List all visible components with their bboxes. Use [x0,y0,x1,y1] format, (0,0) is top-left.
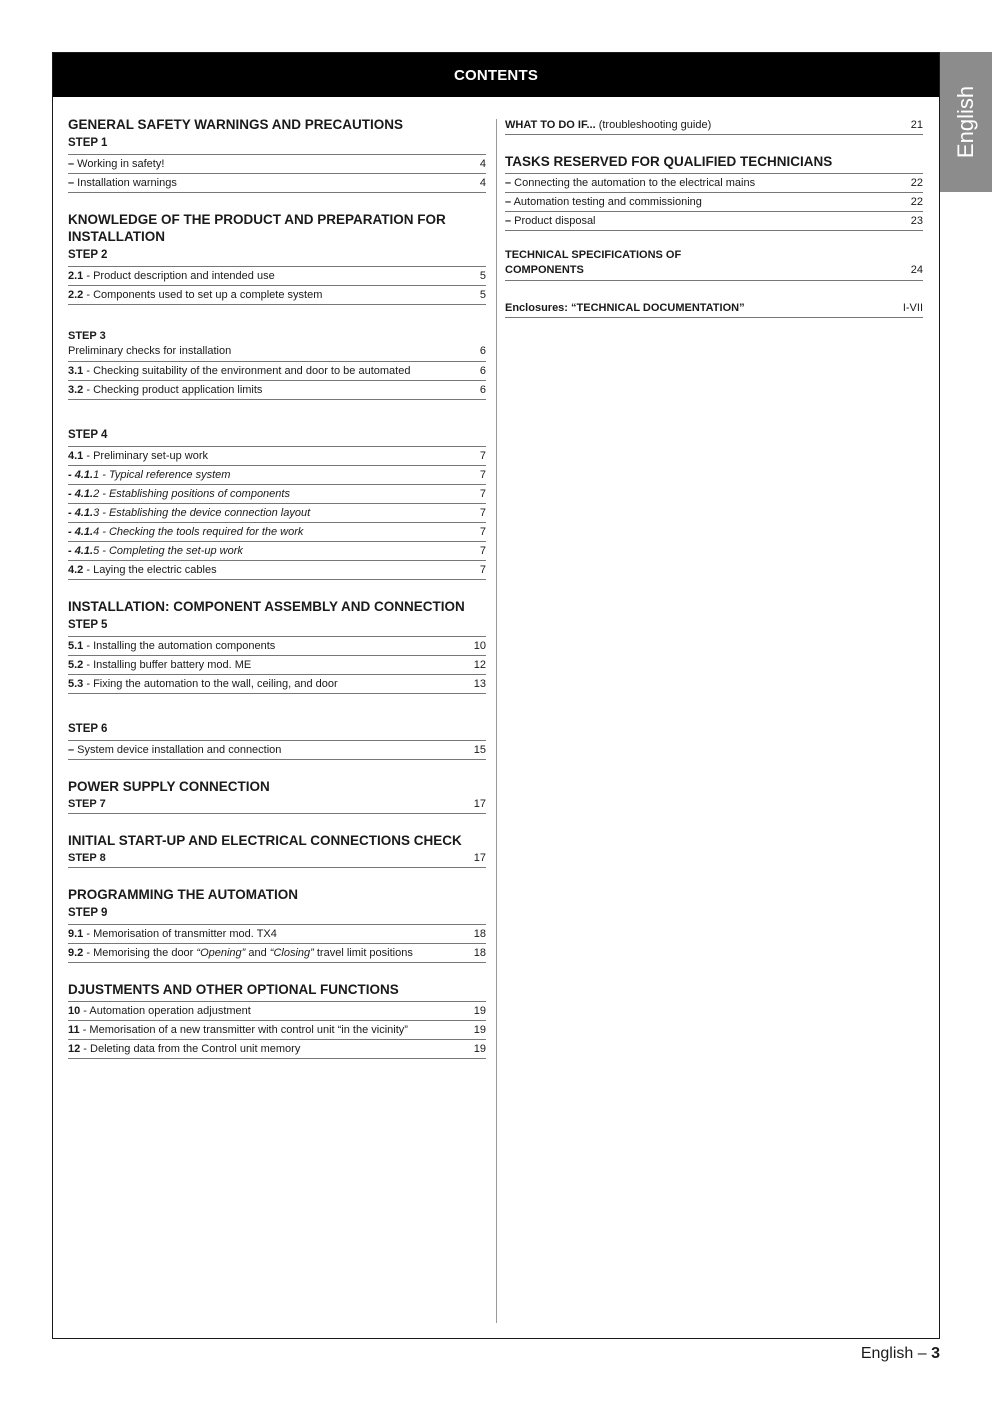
section-title: KNOWLEDGE OF THE PRODUCT AND PREPARATION FOR INSTALLATION [68,212,446,244]
entry-page: 7 [479,526,486,538]
entry-number: – [505,196,512,208]
toc-entry[interactable] [68,155,486,174]
section-title: PROGRAMMING THE AUTOMATION [68,887,298,902]
section-step3 [68,330,486,400]
section-adjustments [68,981,486,1059]
entry-label: Product disposal [511,215,596,227]
entry-page: 7 [479,488,486,500]
section-qualified-tasks [505,153,923,231]
section-power-supply [68,778,486,814]
step-label: STEP 6 [68,723,486,741]
entry-number: - 4.1. [68,507,94,519]
entry-number: - 4.1. [68,488,94,500]
entry-label: Automation testing and commissioning [511,196,702,208]
page-footer [861,1345,940,1363]
contents-left-column [68,116,486,1059]
entry-label: - Automation operation adjustment [80,1005,251,1017]
section-title: INSTALLATION: COMPONENT ASSEMBLY AND CONNECTION [68,599,465,614]
entry-label: - Installing buffer battery mod. ME [83,659,252,671]
toc-entry[interactable] [68,1040,486,1059]
entry-label-emphasis: “Closing” [269,947,314,959]
entry-label: - Product description and intended use [83,270,275,282]
entry-page: 24 [910,264,923,276]
entry-label: COMPONENTS [505,264,584,276]
entry-number: 2.2 [68,289,84,301]
toc-entry[interactable] [68,523,486,542]
toc-entry[interactable] [68,675,486,694]
entry-title: WHAT TO DO IF... [505,119,596,131]
section-title: GENERAL SAFETY WARNINGS AND PRECAUTIONS [68,117,404,132]
entry-page: 7 [479,469,486,481]
step-label: STEP 3 [68,330,106,342]
entry-number: – [68,158,75,170]
section-title: DJUSTMENTS AND OTHER OPTIONAL FUNCTIONS [68,981,486,1002]
entry-page: 19 [473,1043,486,1055]
step-label: STEP 4 [68,429,486,447]
entry-page: 6 [479,384,486,396]
entry-page: 13 [473,678,486,690]
entry-label: Working in safety! [74,158,165,170]
section-technical-specs [505,249,923,281]
entry-page: I-VII [902,302,923,314]
entry-page: 19 [473,1005,486,1017]
entry-page: 7 [479,507,486,519]
footer-language: English – [860,1345,927,1362]
toc-entry[interactable] [68,637,486,656]
entry-label: - Preliminary set-up work [83,450,208,462]
entry-number: – [505,177,512,189]
entry-label: - Checking product application limits [83,384,263,396]
entry-label: travel limit positions [313,947,413,959]
entry-label: (troubleshooting guide) [595,119,712,131]
toc-entry[interactable] [68,447,486,466]
entry-label-emphasis: “Opening” [196,947,246,959]
toc-entry[interactable] [68,504,486,523]
entry-page: 10 [473,640,486,652]
section-title: TECHNICAL SPECIFICATIONS OF [505,249,682,261]
entry-label: - Fixing the automation to the wall, ceiling, and door [83,678,338,690]
entry-label: - Memorisation of a new transmitter with control unit “in the vicinity” [79,1024,408,1036]
step-label: STEP 2 [68,249,486,267]
entry-number: 4.2 [68,564,84,576]
entry-label: Enclosures: “TECHNICAL DOCUMENTATION” [505,302,745,314]
toc-entry[interactable] [68,343,486,362]
toc-entry-enclosures[interactable] [505,299,923,318]
entry-number: 3.1 [68,365,84,377]
entry-page: 21 [910,119,923,131]
toc-entry[interactable] [68,561,486,580]
entry-page: 18 [473,947,486,959]
entry-page: 17 [473,798,486,810]
section-startup [68,832,486,868]
language-tab-label: English [953,85,978,159]
step-label: STEP 1 [68,137,486,155]
step-label: STEP 5 [68,619,486,637]
toc-entry[interactable] [68,362,486,381]
entry-label: 5 - Completing the set-up work [93,545,243,557]
entry-label: - Memorising the door [83,947,197,959]
language-tab[interactable] [940,52,992,192]
entry-page: 22 [910,177,923,189]
section-step6 [68,723,486,760]
entry-number: 5.3 [68,678,84,690]
entry-page: 22 [910,196,923,208]
section-title: POWER SUPPLY CONNECTION [68,779,270,794]
step-label: STEP 7 [68,798,106,810]
entry-label: - Checking suitability of the environment and door to be automated [83,365,411,377]
entry-label: - Memorisation of transmitter mod. TX4 [83,928,277,940]
entry-page: 23 [910,215,923,227]
toc-entry-troubleshooting[interactable] [505,116,923,135]
toc-entry[interactable] [68,267,486,286]
toc-entry[interactable] [68,381,486,400]
entry-number: – [505,215,512,227]
toc-entry[interactable] [68,925,486,944]
toc-entry[interactable] [505,174,923,193]
entry-number: 10 [68,1005,81,1017]
entry-number: - 4.1. [68,469,94,481]
entry-label: and [245,947,270,959]
entry-page: 18 [473,928,486,940]
entry-label: 2 - Establishing positions of components [93,488,290,500]
toc-entry[interactable] [68,849,486,868]
section-step4 [68,429,486,580]
toc-entry[interactable] [68,741,486,760]
toc-entry[interactable] [505,193,923,212]
entry-number: 2.1 [68,270,84,282]
entry-label: - Components used to set up a complete system [83,289,323,301]
section-title: INITIAL START-UP AND ELECTRICAL CONNECTIONS CHECK [68,833,462,848]
entry-label: - Installing the automation components [83,640,276,652]
entry-label: 3 - Establishing the device connection layout [93,507,311,519]
step-label: STEP 8 [68,852,106,864]
step-label: STEP 9 [68,907,486,925]
toc-entry[interactable] [505,262,923,281]
entry-number: 5.2 [68,659,84,671]
entry-page: 17 [473,852,486,864]
entry-page: 5 [479,270,486,282]
page-number: 3 [931,1345,940,1362]
toc-entry[interactable] [68,174,486,193]
entry-number: 9.2 [68,947,84,959]
entry-number: – [68,177,75,189]
entry-number: 9.1 [68,928,84,940]
entry-label: Preliminary checks for installation [68,345,232,357]
entry-number: 5.1 [68,640,84,652]
entry-page: 15 [473,744,486,756]
section-safety [68,116,486,193]
entry-label: Installation warnings [74,177,177,189]
entry-label: Connecting the automation to the electrical mains [511,177,756,189]
entry-page: 6 [479,345,486,357]
entry-label: 1 - Typical reference system [93,469,231,481]
toc-entry[interactable] [68,795,486,814]
entry-page: 7 [479,545,486,557]
entry-page: 12 [473,659,486,671]
entry-number: - 4.1. [68,526,94,538]
section-programming [68,886,486,963]
entry-label: System device installation and connection [74,744,282,756]
section-title: TASKS RESERVED FOR QUALIFIED TECHNICIANS [505,153,923,174]
toc-entry[interactable] [505,212,923,231]
entry-number: 3.2 [68,384,84,396]
entry-page: 4 [479,177,486,189]
entry-number: 12 [68,1043,81,1055]
toc-entry[interactable] [68,542,486,561]
entry-page: 7 [479,450,486,462]
entry-label: 4 - Checking the tools required for the work [93,526,304,538]
entry-number: - 4.1. [68,545,94,557]
column-divider [496,119,497,1323]
entry-page: 4 [479,158,486,170]
entry-page: 6 [479,365,486,377]
page-title: CONTENTS [53,53,939,97]
entry-page: 19 [473,1024,486,1036]
entry-number: 4.1 [68,450,84,462]
toc-entry[interactable] [68,1021,486,1040]
entry-label: - Deleting data from the Control unit memory [80,1043,301,1055]
entry-number: 11 [68,1024,80,1036]
toc-entry[interactable] [68,1002,486,1021]
entry-number: – [68,744,75,756]
entry-page: 5 [479,289,486,301]
entry-page: 7 [479,564,486,576]
toc-entry[interactable] [68,286,486,305]
section-knowledge [68,211,486,305]
entry-label: - Laying the electric cables [83,564,217,576]
toc-entry[interactable] [68,944,486,963]
toc-entry[interactable] [68,656,486,675]
section-installation [68,598,486,694]
toc-entry[interactable] [68,485,486,504]
contents-right-column [505,116,923,318]
toc-entry[interactable] [68,466,486,485]
